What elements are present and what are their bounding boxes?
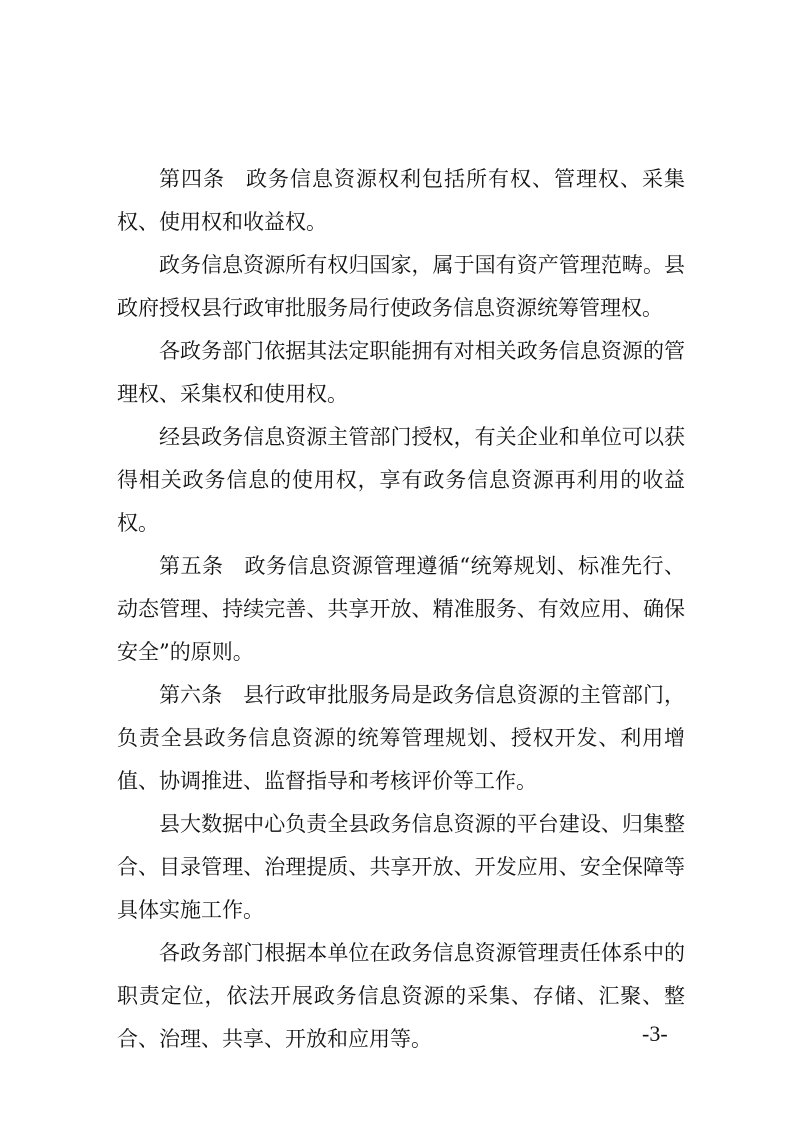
paragraph-text: 政务信息资源权利包括所有权、管理权、采集权、使用权和收益权。 bbox=[117, 167, 685, 234]
article-label: 第五条 bbox=[159, 554, 224, 578]
page-number: -3- bbox=[642, 1021, 668, 1046]
paragraph-government-departments bbox=[117, 932, 685, 1061]
article-label: 第六条 bbox=[159, 683, 223, 707]
paragraph-ownership bbox=[117, 244, 685, 330]
paragraph-text: 政务信息资源管理遵循“统筹规划、标准先行、动态管理、持续完善、共享开放、精准服务、有效应用、确保安全”的原则。 bbox=[117, 554, 686, 664]
paragraph-text: 县行政审批服务局是政务信息资源的主管部门，负责全县政务信息资源的统筹管理规划、授权开发、利用增值、协调推进、监督指导和考核评价等工作。 bbox=[117, 683, 686, 793]
paragraph-article-4 bbox=[117, 158, 685, 244]
paragraph-text: 县大数据中心负责全县政务信息资源的平台建设、归集整合、目录管理、治理提质、共享开放、开发应用、安全保障等具体实施工作。 bbox=[117, 812, 685, 922]
paragraph-authorization bbox=[117, 416, 685, 545]
paragraph-article-5 bbox=[117, 545, 685, 674]
paragraph-text: 经县政务信息资源主管部门授权，有关企业和单位可以获得相关政务信息的使用权，享有政务信息资源再利用的收益权。 bbox=[117, 425, 685, 535]
paragraph-department-rights bbox=[117, 330, 685, 416]
document-body bbox=[117, 158, 685, 1061]
article-label: 第四条 bbox=[159, 167, 225, 191]
paragraph-data-center bbox=[117, 803, 685, 932]
paragraph-text: 各政务部门根据本单位在政务信息资源管理责任体系中的职责定位，依法开展政务信息资源的采集、存储、汇聚、整合、治理、共享、开放和应用等。 bbox=[117, 941, 685, 1051]
paragraph-article-6 bbox=[117, 674, 685, 803]
paragraph-text: 政务信息资源所有权归国家，属于国有资产管理范畴。县政府授权县行政审批服务局行使政务信息资源统筹管理权。 bbox=[117, 253, 685, 320]
paragraph-text: 各政务部门依据其法定职能拥有对相关政务信息资源的管理权、采集权和使用权。 bbox=[117, 339, 685, 406]
